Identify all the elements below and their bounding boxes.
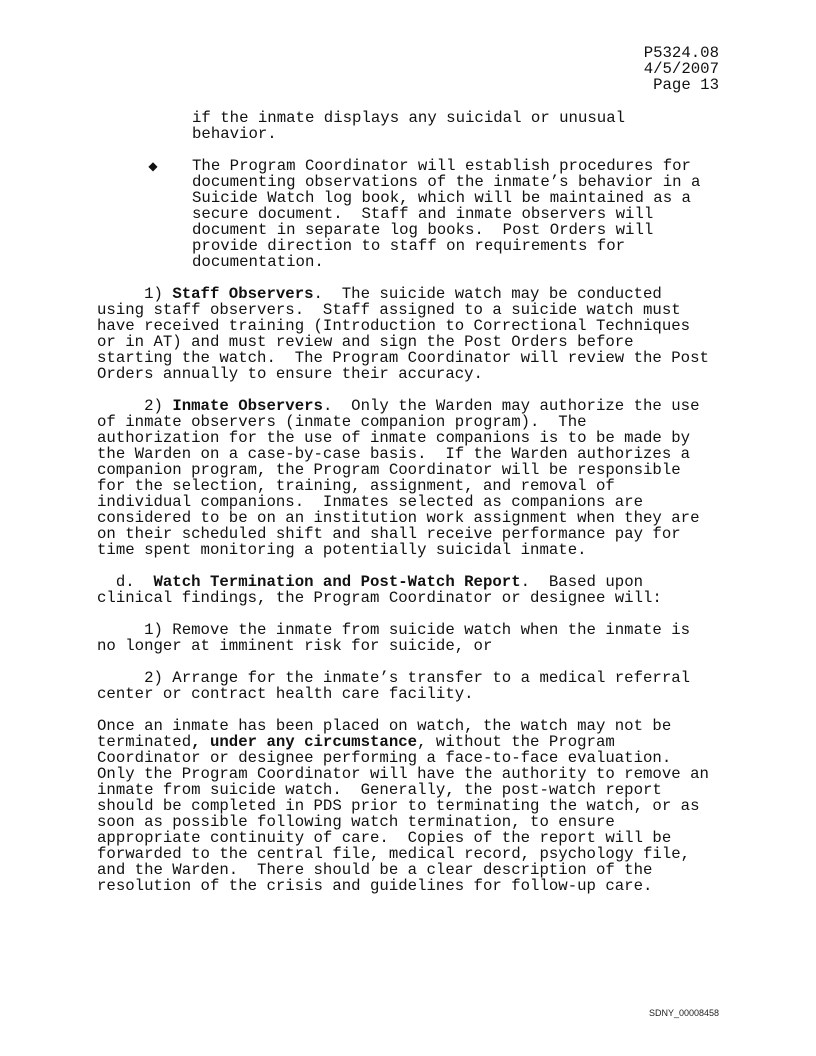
text-line: and the Warden. There should be a clear description of the (97, 861, 653, 879)
document-body (97, 110, 777, 910)
text-line: center or contract health care facility. (97, 685, 474, 703)
bold-heading: , under any circumstance (191, 733, 418, 751)
text-line: for the selection, training, assignment, and removal of (97, 477, 615, 495)
text-line: behavior. (192, 125, 277, 143)
bold-heading: Staff Observers (172, 285, 314, 303)
paragraph (97, 398, 777, 558)
text-line: Coordinator or designee performing a face-to-face evaluation. (97, 749, 672, 767)
paragraph-lines (97, 718, 777, 894)
text-line: Suicide Watch log book, which will be maintained as a (192, 189, 691, 207)
text-line: appropriate continuity of care. Copies of the report will be (97, 829, 672, 847)
text-line: Once an inmate has been placed on watch, the watch may not be (97, 717, 672, 735)
text-line: individual companions. Inmates selected as companions are (97, 493, 644, 511)
text-line: inmate from suicide watch. Generally, the post-watch report (97, 781, 662, 799)
text-line: documentation. (192, 253, 324, 271)
text-line: secure document. Staff and inmate observers will (192, 205, 654, 223)
text-line: considered to be on an institution work assignment when they are (97, 509, 700, 527)
paragraph (97, 622, 777, 654)
text-line: or in AT) and must review and sign the Post Orders before (97, 333, 634, 351)
page-header (644, 45, 719, 93)
text-line: The Program Coordinator will establish procedures for (192, 157, 691, 175)
text-segment: 1) (97, 285, 173, 303)
text-segment: . Based upon (520, 573, 644, 591)
text-line: no longer at imminent risk for suicide, or (97, 637, 493, 655)
document-number: P5324.08 (643, 44, 719, 62)
text-segment: terminated (97, 733, 192, 751)
bullet-paragraph (97, 158, 777, 270)
paragraph-lines (97, 622, 777, 654)
text-line: clinical findings, the Program Coordinator or designee will: (97, 589, 662, 607)
text-line: Orders annually to ensure their accuracy. (97, 365, 483, 383)
text-line: soon as possible following watch termination, to ensure (97, 813, 615, 831)
text-line: using staff observers. Staff assigned to a suicide watch must (97, 301, 681, 319)
paragraph-lines (97, 670, 777, 702)
paragraph-lines (192, 110, 777, 142)
paragraph (97, 110, 777, 142)
text-line: 2) Arrange for the inmate’s transfer to a medical referral (97, 669, 691, 687)
paragraph (97, 718, 777, 894)
text-segment: , without the Program (417, 733, 615, 751)
text-line: documenting observations of the inmate’s behavior in a (192, 173, 701, 191)
text-line: forwarded to the central file, medical record, psychology file, (97, 845, 691, 863)
paragraph-lines (97, 574, 777, 606)
text-segment: . The suicide watch may be conducted (313, 285, 662, 303)
text-line: if the inmate displays any suicidal or unusual (192, 109, 626, 127)
text-line: authorization for the use of inmate companions is to be made by (97, 429, 691, 447)
text-line: have received training (Introduction to Correctional Techniques (97, 317, 691, 335)
paragraph-lines (192, 158, 777, 270)
text-line: resolution of the crisis and guidelines for follow-up care. (97, 877, 653, 895)
text-line (97, 286, 662, 302)
document-date: 4/5/2007 (643, 60, 719, 78)
paragraph (97, 574, 777, 606)
text-line (97, 398, 700, 414)
text-line: of inmate observers (inmate companion program). The (97, 413, 587, 431)
paragraph-lines (97, 398, 777, 558)
paragraph (97, 286, 777, 382)
diamond-bullet-icon: ◆ (148, 159, 158, 173)
text-line: companion program, the Program Coordinator will be responsible (97, 461, 681, 479)
paragraph (97, 670, 777, 702)
text-segment: . Only the Warden may authorize the use (322, 397, 700, 415)
text-segment: 2) (97, 397, 173, 415)
text-line (97, 734, 615, 750)
text-segment: d. (97, 573, 154, 591)
text-line: time spent monitoring a potentially suicidal inmate. (97, 541, 587, 559)
bates-number: SDNY_00008458 (648, 1008, 719, 1018)
page-number: Page 13 (653, 76, 719, 94)
bold-heading: Inmate Observers (172, 397, 323, 415)
text-line: on their scheduled shift and shall receive performance pay for (97, 525, 681, 543)
text-line: should be completed in PDS prior to terminating the watch, or as (97, 797, 700, 815)
text-line: Only the Program Coordinator will have the authority to remove an (97, 765, 709, 783)
bold-heading: Watch Termination and Post-Watch Report (153, 573, 521, 591)
paragraph-lines (97, 286, 777, 382)
text-line: 1) Remove the inmate from suicide watch when the inmate is (97, 621, 691, 639)
text-line: document in separate log books. Post Orders will (192, 221, 654, 239)
text-line: the Warden on a case-by-case basis. If the Warden authorizes a (97, 445, 691, 463)
text-line: starting the watch. The Program Coordinator will review the Post (97, 349, 709, 367)
text-line (97, 574, 643, 590)
text-line: provide direction to staff on requirements for (192, 237, 626, 255)
